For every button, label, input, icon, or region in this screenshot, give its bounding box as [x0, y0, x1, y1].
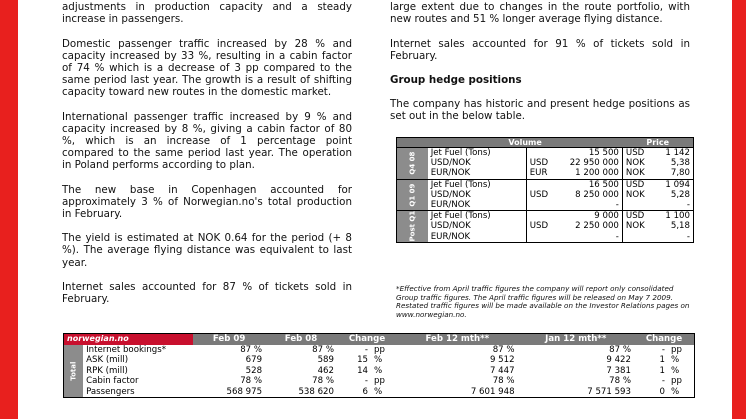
hedge-row: USD/NOK USD 8 250 000 NOK 5,28: [430, 189, 690, 200]
paragraph: large extent due to changes in the route portfolio, with new routes and 51 % longer average flying distance.: [390, 1, 690, 26]
table-row: Total Internet bookings* 87 % 87 % - pp 87 % 87 % - pp: [64, 345, 694, 355]
hedge-row: EUR/NOK - -: [430, 231, 690, 242]
period-label: Post Q1: [397, 211, 428, 242]
hedge-header-row: [397, 138, 693, 148]
hedge-row: Q4 08 Jet Fuel (Tons) 15 500 USD 1 142: [397, 148, 693, 159]
hedge-row: Q1 09 Jet Fuel (Tons) 16 500 USD 1 094: [397, 179, 693, 190]
report-page: [18, 0, 732, 419]
hedge-row: USD/NOK USD 2 250 000 NOK 5,18: [430, 221, 690, 232]
paragraph: adjustments in production capacity and a steady increase in passengers.: [62, 1, 352, 26]
footnote: *Effective from April traffic figures the company will report only consolidated Group traffic figures. The April traffic figures will be released on May 7 2009. Restated traffic figures will be made available on the Investor Relations pages on www.norwegian.no.: [396, 284, 690, 319]
period-label: Q1 09: [397, 179, 428, 211]
volume-header: Volume: [428, 138, 623, 148]
table-row: Cabin factor 78 % 78 % - pp 78 % 78 % - pp: [86, 376, 682, 387]
paragraph: The yield is estimated at NOK 0.64 for the period (+ 8 %). The average flying distance was equivalent to last year.: [62, 232, 352, 269]
paragraph: Internet sales accounted for 91 % of tickets sold in February.: [390, 37, 690, 62]
traffic-header-row: norwegian.no Feb 09 Feb 08 Change Feb 12 mth** Jan 12 mth** Change: [64, 334, 694, 345]
total-side-label: Total: [64, 345, 83, 397]
paragraph: Internet sales accounted for 87 % of tickets sold in February.: [62, 280, 352, 306]
paragraph: The company has historic and present hedge positions as set out in the below table.: [390, 98, 690, 123]
period-label: Q4 08: [397, 148, 428, 180]
section-heading: Group hedge positions: [390, 74, 522, 87]
hedge-row: EUR/NOK - -: [430, 200, 690, 211]
table-row: ASK (mill) 679 589 15 % 9 512 9 422 1 %: [86, 355, 680, 366]
paragraph: International passenger traffic increased by 9 % and capacity increased by 8 %, giving a cabin factor of 80 %, which is an increase of 1 percentage point compared to the same period last year. The operation in Poland performs according to plan.: [62, 110, 352, 172]
table-row: Passengers 568 975 538 620 6 % 7 601 948 7 571 593 0 %: [86, 386, 680, 397]
hedge-table: [396, 137, 694, 243]
right-text-column: [390, 0, 690, 135]
paragraph: The new base in Copenhagen accounted for approximately 3 % of Norwegian.no's total production in February.: [62, 183, 352, 221]
hedge-row: EUR/NOK EUR 1 200 000 NOK 7,80: [430, 168, 690, 179]
left-text-column: [62, 0, 352, 317]
hedge-row: Post Q1 Jet Fuel (Tons) 9 000 USD 1 100: [397, 211, 693, 222]
traffic-table: [63, 333, 695, 398]
paragraph: Domestic passenger traffic increased by 28 % and capacity increased by 33 %, resulting in a cabin factor of 74 % which is a decrease of 3 pp compared to the same period last year. The growth is a result of shifting capacity toward new routes in the domestic market.: [62, 37, 352, 99]
price-header: Price: [622, 138, 693, 148]
norwegian-logo: norwegian.no: [64, 334, 193, 345]
hedge-row: USD/NOK USD 22 950 000 NOK 5,38: [430, 158, 690, 169]
table-row: RPK (mill) 528 462 14 % 7 447 7 381 1 %: [86, 365, 680, 376]
